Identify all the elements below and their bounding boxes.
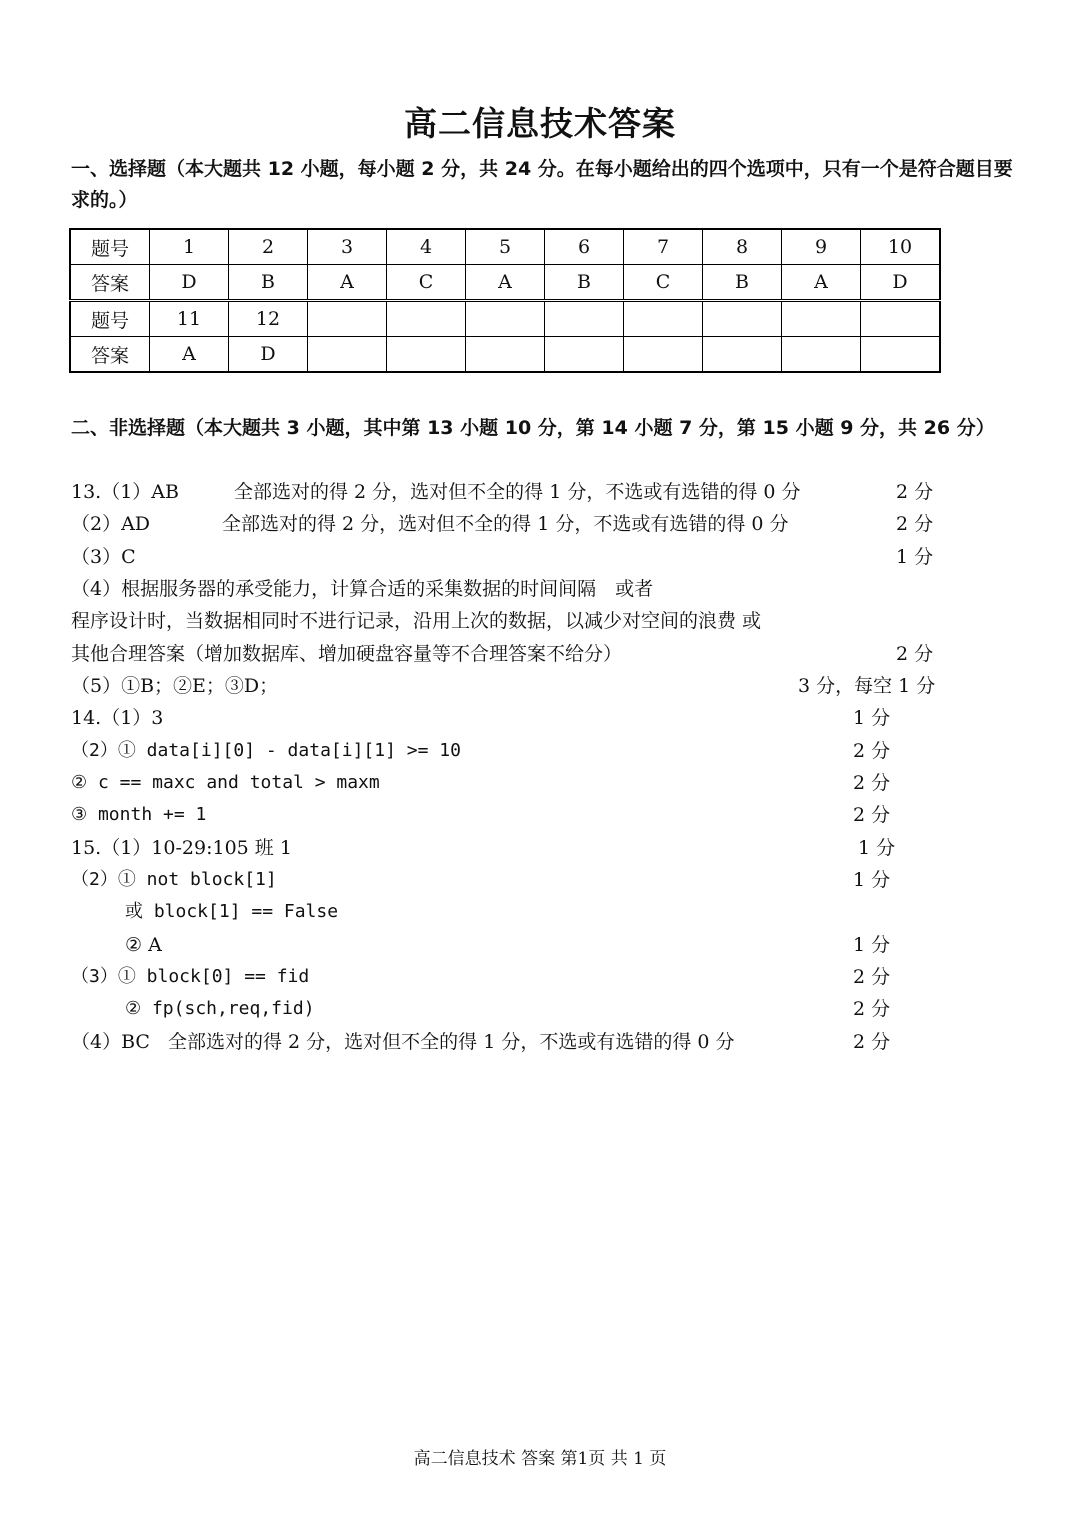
cell: 8 [703, 229, 782, 265]
answer-15-4-desc: 全部选对的得 2 分，选对但不全的得 1 分，不选或有选错的得 0 分 [168, 1031, 735, 1053]
answer-table [69, 228, 941, 373]
table-row-a2 [70, 337, 940, 373]
cell: A [466, 265, 545, 301]
answer-15-3-1-score: 2 分 [853, 966, 891, 988]
cell: 9 [782, 229, 861, 265]
cell [308, 301, 387, 337]
page-footer: 高二信息技术 答案 第1页 共 1 页 [413, 1449, 667, 1469]
table-row-a1 [70, 265, 940, 301]
cell: 11 [150, 301, 229, 337]
cell [624, 301, 703, 337]
answer-15-3-1: （3）① block[0] == fid [71, 966, 310, 987]
cell: C [387, 265, 466, 301]
cell [782, 337, 861, 373]
cell: 5 [466, 229, 545, 265]
answer-13-5: （5）①B；②E；③D； [71, 675, 279, 697]
section1-heading: 一、选择题（本大题共 12 小题，每小题 2 分，共 24 分。在每小题给出的四个选项中，只有一个是符合题目要求的。） [71, 158, 1013, 211]
cell: 2 [229, 229, 308, 265]
cell: A [308, 265, 387, 301]
answer-14-2-1-score: 2 分 [853, 740, 891, 762]
cell [545, 301, 624, 337]
answer-15-3-2: ② fp(sch,req,fid) [125, 998, 315, 1019]
answer-14-2-3: ③ month += 1 [71, 804, 207, 825]
answer-13-3-score: 1 分 [896, 546, 934, 568]
cell: C [624, 265, 703, 301]
answer-14-2-2-score: 2 分 [853, 772, 891, 794]
answer-15-1: 15.（1）10-29:105 班 1 [71, 837, 292, 859]
table-row-q2 [70, 301, 940, 337]
answer-13-4c: 其他合理答案（增加数据库、增加硬盘容量等不合理答案不给分） [71, 643, 623, 665]
answer-14-2-3-score: 2 分 [853, 804, 891, 826]
cell: 1 [150, 229, 229, 265]
cell: 12 [229, 301, 308, 337]
cell: 4 [387, 229, 466, 265]
answer-13-1-desc: 全部选对的得 2 分，选对但不全的得 1 分，不选或有选错的得 0 分 [234, 481, 801, 503]
cell: D [861, 265, 941, 301]
cell: 3 [308, 229, 387, 265]
cell: 10 [861, 229, 941, 265]
row-label: 题号 [70, 301, 150, 337]
answer-15-2-1-alt: 或 block[1] == False [125, 901, 339, 922]
cell: A [150, 337, 229, 373]
cell [466, 301, 545, 337]
cell [624, 337, 703, 373]
answer-14-2-2: ② c == maxc and total > maxm [71, 772, 380, 793]
answer-15-4-score: 2 分 [853, 1031, 891, 1053]
answer-13-4-score: 2 分 [896, 643, 934, 665]
cell [545, 337, 624, 373]
cell [466, 337, 545, 373]
cell: A [782, 265, 861, 301]
row-label: 题号 [70, 229, 150, 265]
cell [308, 337, 387, 373]
row-label: 答案 [70, 265, 150, 301]
answer-13-2-desc: 全部选对的得 2 分，选对但不全的得 1 分，不选或有选错的得 0 分 [222, 513, 789, 535]
cell: B [545, 265, 624, 301]
answer-13-3: （3）C [71, 546, 136, 568]
cell [861, 337, 941, 373]
cell: D [150, 265, 229, 301]
answer-15-2-1-score: 1 分 [853, 869, 891, 891]
answer-14-1: 14.（1）3 [71, 707, 164, 729]
answer-15-2-1: （2）① not block[1] [71, 869, 277, 890]
cell [703, 301, 782, 337]
cell: 7 [624, 229, 703, 265]
section2-heading: 二、非选择题（本大题共 3 小题，其中第 13 小题 10 分，第 14 小题 7 分，第 15 小题 9 分，共 26 分） [71, 417, 995, 439]
answer-13-1-score: 2 分 [896, 481, 934, 503]
answer-15-4: （4）BC [71, 1031, 150, 1053]
answer-13-4a: （4）根据服务器的承受能力，计算合适的采集数据的时间间隔 或者 [71, 578, 654, 600]
answer-13-2-score: 2 分 [896, 513, 934, 535]
answer-13-4b: 程序设计时，当数据相同时不进行记录，沿用上次的数据，以减少对空间的浪费 或 [71, 610, 762, 632]
answer-15-2-2-score: 1 分 [853, 934, 891, 956]
cell [782, 301, 861, 337]
cell: D [229, 337, 308, 373]
cell [703, 337, 782, 373]
answer-15-1-score: 1 分 [858, 837, 896, 859]
cell [861, 301, 941, 337]
cell [387, 337, 466, 373]
answer-14-2-1: （2）① data[i][0] - data[i][1] >= 10 [71, 740, 461, 761]
cell: B [703, 265, 782, 301]
answer-14-1-score: 1 分 [853, 707, 891, 729]
answer-15-3-2-score: 2 分 [853, 998, 891, 1020]
row-label: 答案 [70, 337, 150, 373]
cell: 6 [545, 229, 624, 265]
page-title: 高二信息技术答案 [404, 104, 676, 143]
answer-13-1: 13.（1）AB [71, 481, 179, 503]
table-row-q1 [70, 229, 940, 265]
answer-15-2-2: ② A [125, 934, 162, 956]
cell: B [229, 265, 308, 301]
answer-13-5-score: 3 分，每空 1 分 [798, 675, 936, 697]
answer-13-2: （2）AD [71, 513, 151, 535]
cell [387, 301, 466, 337]
